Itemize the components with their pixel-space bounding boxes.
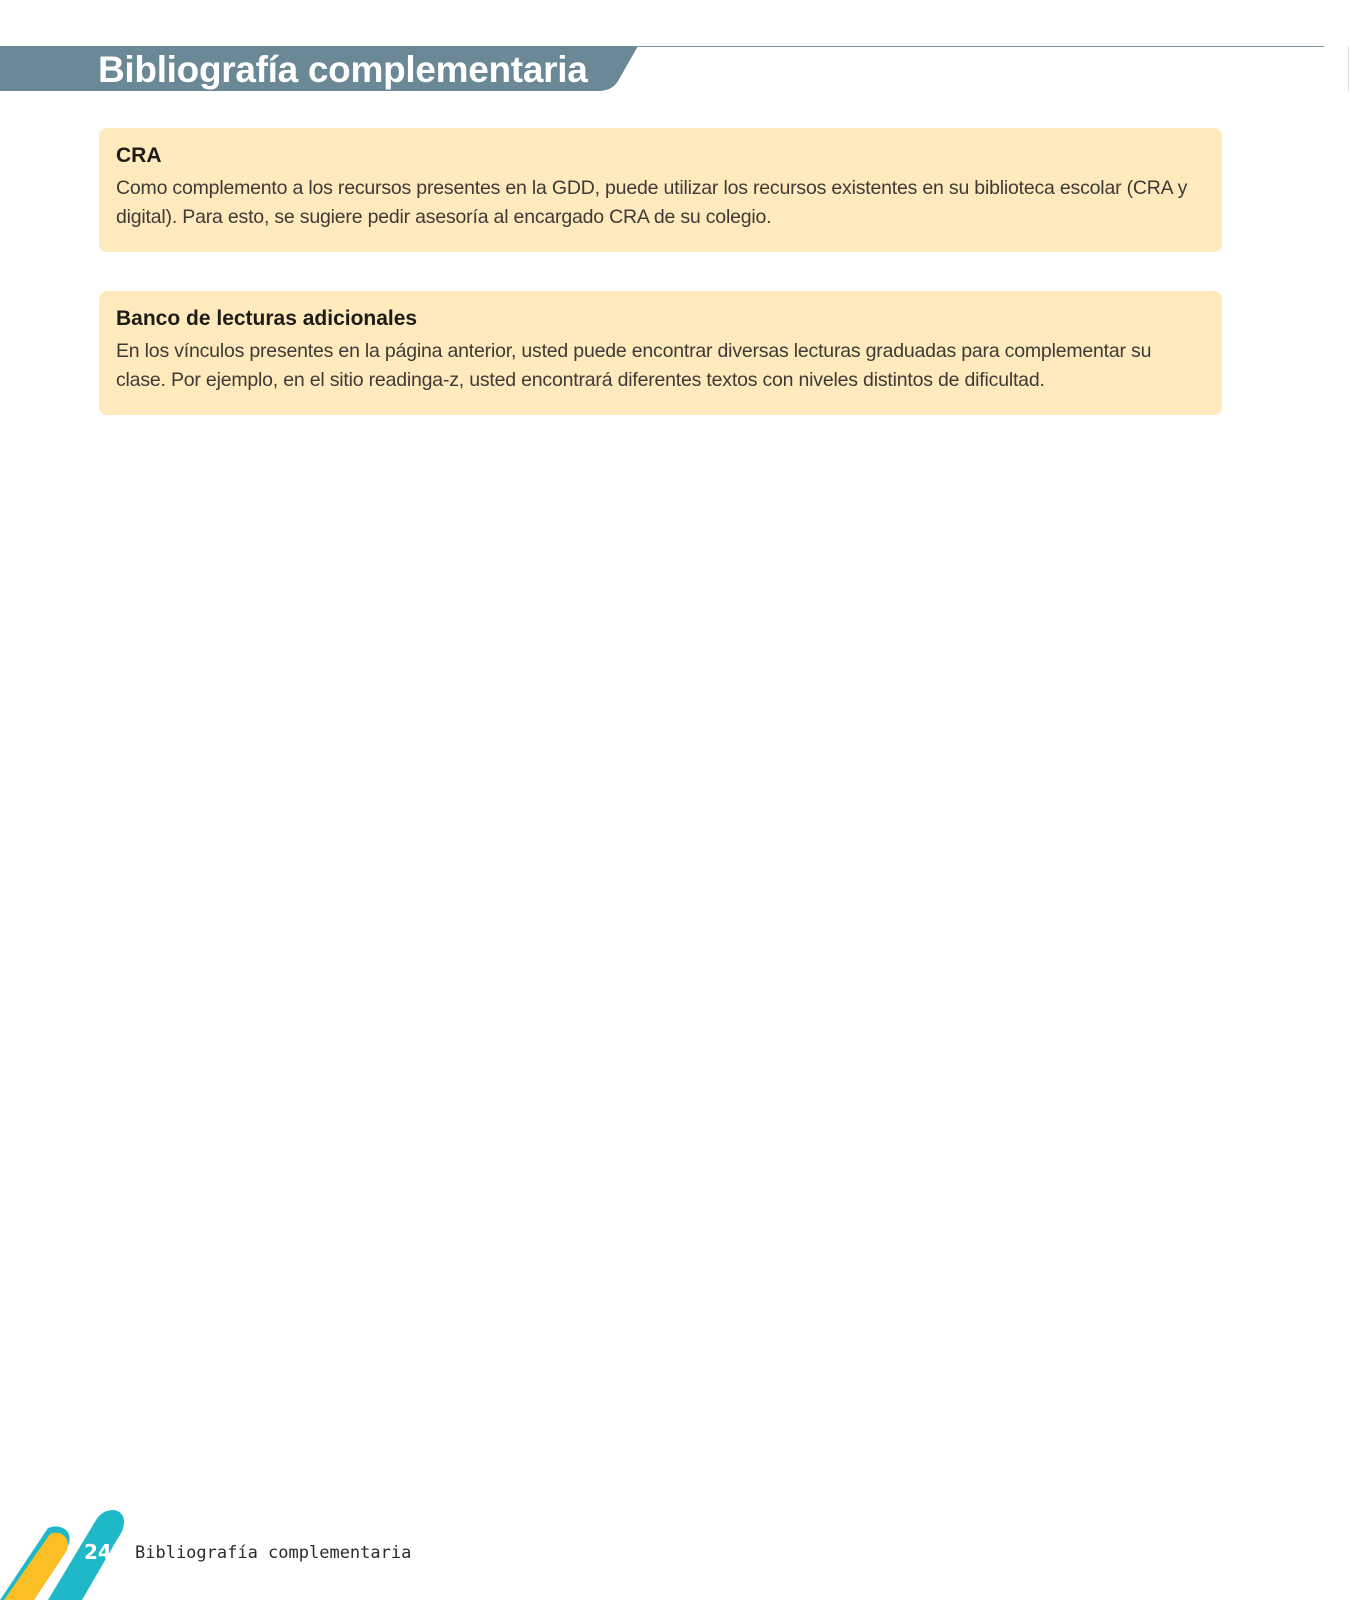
info-box-banco-lecturas	[99, 291, 1222, 415]
info-box-cra	[99, 128, 1222, 252]
footer-section-label: Bibliografía complementaria	[135, 1543, 412, 1563]
page-number: 242	[84, 1540, 126, 1564]
section-text: Como complemento a los recursos presentes en la GDD, puede utilizar los recursos existentes en su biblioteca escolar (CRA y digital). Para esto, se sugiere pedir asesoría al encargado CRA de su colegio.	[116, 177, 1188, 228]
page-title: Bibliografía complementaria	[98, 49, 588, 90]
section-heading: Banco de lecturas adicionales	[116, 307, 418, 330]
page-edge-divider	[1348, 46, 1349, 91]
section-text: En los vínculos presentes en la página anterior, usted puede encontrar diversas lecturas graduadas para complementar su clase. Por ejemplo, en el sitio readinga-z, usted encontrará diferentes textos con niveles distintos de dificultad.	[116, 340, 1152, 391]
section-heading: CRA	[116, 144, 162, 167]
